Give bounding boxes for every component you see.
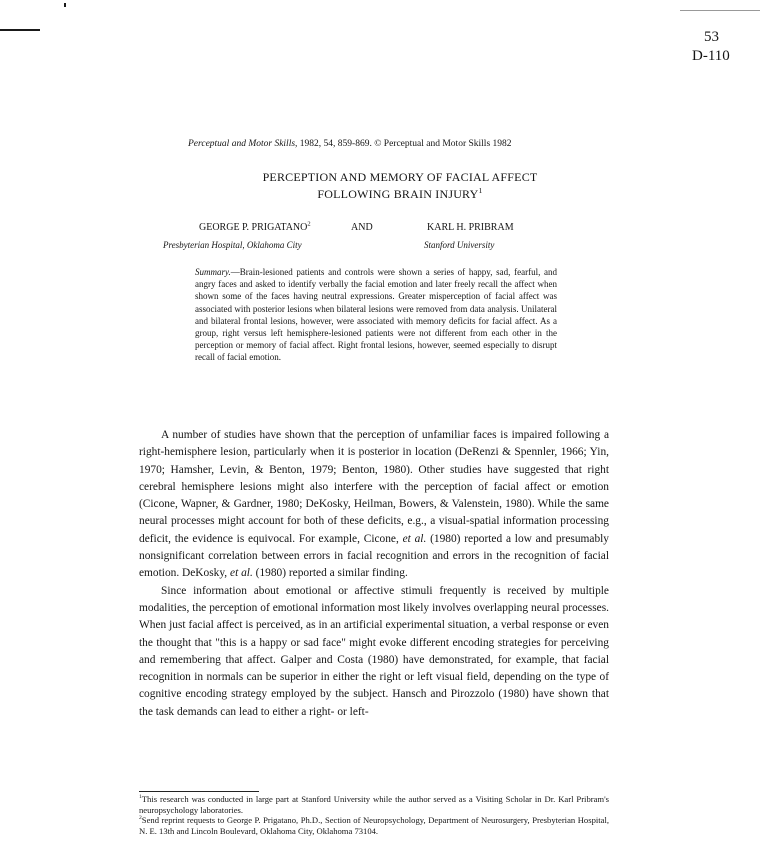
- footnote-mark: 2: [139, 815, 142, 822]
- footnotes: [139, 794, 609, 836]
- footnote-text: Send reprint requests to George P. Prigatano, Ph.D., Section of Neuropsychology, Department of Neurosurgery, Presbyterian Hospital, N. E. 13th and Lincoln Boulevard, Oklahoma City, Oklahoma 73104.: [139, 815, 609, 836]
- document-code: D-110: [692, 48, 730, 64]
- body-text-segment: (1980) reported a low and presumably nonsignificant correlation between errors in facial recognition and errors in the recognition of facial emotion. DeKosky,: [139, 532, 609, 580]
- footnote-mark: 1: [139, 794, 142, 801]
- author-conjunction: AND: [351, 222, 373, 233]
- affiliation-stanford: Stanford University: [424, 240, 495, 250]
- citation-details: 1982, 54, 859-869. © Perceptual and Motor Skills 1982: [297, 139, 512, 149]
- author-footnote-mark: 2: [307, 220, 311, 228]
- footnote-2: [139, 815, 609, 836]
- article-title-line-1: PERCEPTION AND MEMORY OF FACIAL AFFECT: [262, 170, 538, 184]
- journal-name: Perceptual and Motor Skills,: [188, 139, 298, 149]
- journal-citation: [188, 138, 588, 150]
- title-text: FOLLOWING BRAIN INJURY: [317, 187, 479, 201]
- footnote-divider: [139, 791, 259, 792]
- et-al-italic: et al.: [402, 532, 427, 545]
- title-footnote-mark: 1: [478, 186, 483, 195]
- scan-artifact-left: [0, 29, 40, 31]
- article-title-line-2: [160, 187, 640, 201]
- scan-artifact-right: [680, 10, 760, 11]
- abstract-text: —Brain-lesioned patients and controls were shown a series of happy, sad, fearful, and angry faces and asked to identify verbally the facial emotion and later freely recall the affect when shown some of the faces having neutral expressions. Greater misperception of facial affect was associated with posterior lesions when bilateral lesions were removed from data analysis. Unilateral and bilateral frontal lesions, however, were associated with memory deficits for facial affect. As a group, right versus left hemisphere-lesioned patients were not different from each other in the perception or memory of facial affect. Right frontal lesions, however, seemed especially to disrupt recall of facial emotion.: [195, 267, 557, 363]
- body-paragraph-2: Since information about emotional or affective stimuli frequently is received by multiple modalities, the perception of emotional information most likely involves overlapping neural processes. When just facial affect is perceived, as in an artificial experimental situation, a verbal response or even the thought that "this is a happy or sad face" might evoke different encoding strategies for perceiving and remembering that affect. Galper and Costa (1980) have demonstrated, for example, that facial recognition in normals can be superior in either the right or left visual field, depending on the type of cognitive encoding strategy employed by the subject. Hansch and Pirozzolo (1980) have shown that the task demands can lead to either a right- or left-: [139, 584, 609, 718]
- body-text-segment: A number of studies have shown that the perception of unfamiliar faces is impaired following a right-hemisphere lesion, particularly when it is posterior in location (DeRenzi & Spennler, 1966; Yin, 1970; Hamsher, Levin, & Benton, 1979; Benton, 1980). Other studies have suggested that right cerebral hemisphere lesions might also interfere with the perception of facial affect or emotion (Cicone, Wapner, & Gardner, 1980; DeKosky, Heilman, Bowers, & Valenstein, 1980). While the same neural processes might account for both of these deficits, e.g., a visual-spatial information processing deficit, the evidence is equivocal. For example, Cicone,: [139, 429, 609, 545]
- affiliation-presbyterian: Presbyterian Hospital, Oklahoma City: [163, 240, 302, 250]
- scan-artifact-dot: [64, 3, 66, 7]
- article-body: [139, 427, 609, 721]
- author-name: GEORGE P. PRIGATANO: [199, 222, 308, 233]
- footnote-1: [139, 794, 609, 815]
- abstract: [195, 266, 557, 364]
- page-number: 53: [704, 29, 719, 45]
- author-pribram: KARL H. PRIBRAM: [427, 222, 514, 233]
- author-prigatano: [199, 222, 311, 234]
- footnote-text: This research was conducted in large part at Stanford University while the author served as a Visiting Scholar in Dr. Karl Pribram's neuropsychology laboratories.: [139, 794, 609, 815]
- abstract-label: Summary.: [195, 267, 231, 277]
- body-paragraph-1: [139, 427, 609, 583]
- body-text-segment: (1980) reported a similar finding.: [252, 567, 408, 580]
- et-al-italic: et al.: [230, 567, 253, 580]
